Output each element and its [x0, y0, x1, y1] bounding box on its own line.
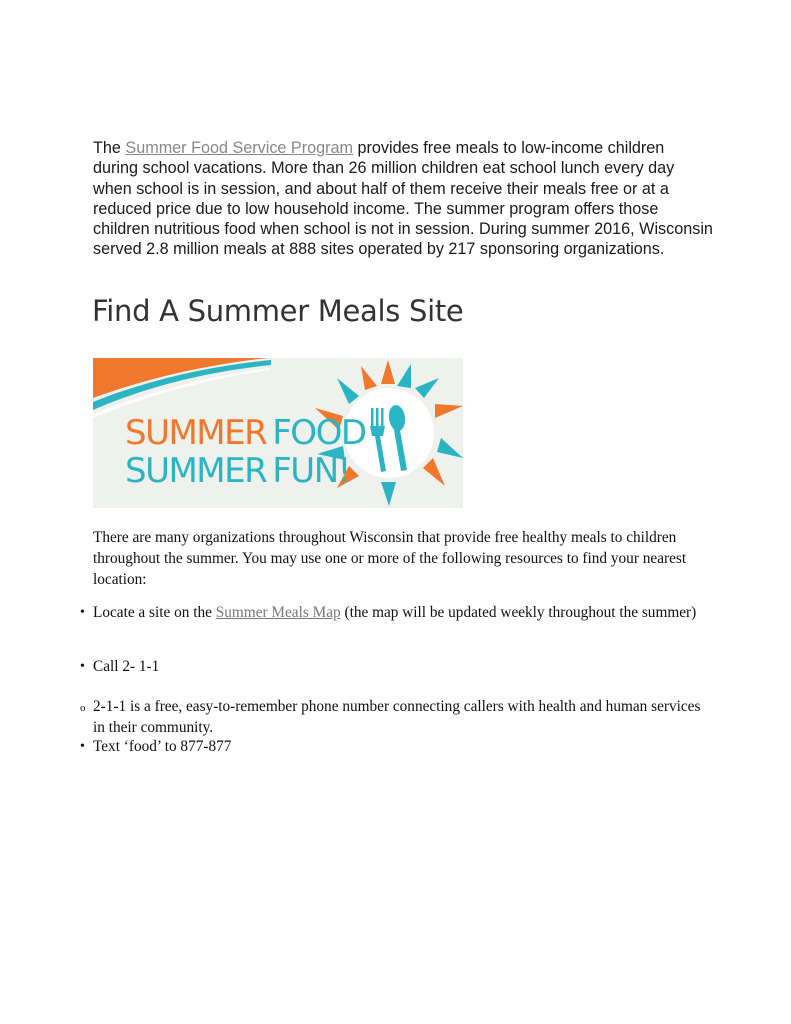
intro-prefix: The	[93, 139, 126, 157]
call-text: Call 2- 1-1	[93, 658, 160, 675]
summer-food-summer-fun-banner	[93, 358, 463, 508]
bullet-dot-icon: •	[80, 659, 85, 674]
list-item-call	[80, 656, 713, 677]
summer-meals-map-link[interactable]: Summer Meals Map	[215, 604, 341, 621]
list-item-call-detail	[80, 696, 713, 738]
resources-intro: There are many organizations throughout Wisconsin that provide free healthy meals to children throughout the summer. You may use one or more of the following resources to find your nearest location:	[93, 529, 687, 588]
page-heading: Find A Summer Meals Site	[92, 294, 464, 328]
bullet-circle-icon: o	[80, 702, 86, 714]
bullet-dot-icon: •	[80, 739, 85, 754]
map-suffix: (the map will be updated weekly throughout the summer)	[340, 604, 697, 621]
summer-food-service-program-link[interactable]: Summer Food Service Program	[125, 139, 354, 157]
call-detail-text: 2-1-1 is a free, easy-to-remember phone number connecting callers with health and human services in their community.	[93, 698, 701, 736]
banner-line-2: SUMMER FUN!	[125, 451, 350, 491]
list-item-text	[80, 736, 713, 757]
intro-paragraph	[93, 138, 713, 260]
intro-body: provides free meals to low-income children during school vacations. More than 26 million children eat school lunch every day when school is in session, and about half of them receive their meals free or at a reduced price due to low household income. The summer program offers those children nutritious food when school is not in session. During summer 2016, Wisconsin served 2.8 million meals at 888 sites operated by 217 sponsoring organizations.	[93, 139, 713, 259]
bullet-dot-icon: •	[80, 605, 85, 620]
banner-line-1: SUMMER FOOD	[125, 413, 366, 453]
map-prefix: Locate a site on the	[93, 604, 216, 621]
list-item-map	[80, 602, 713, 623]
text-food-text: Text ‘food’ to 877-877	[93, 738, 232, 755]
